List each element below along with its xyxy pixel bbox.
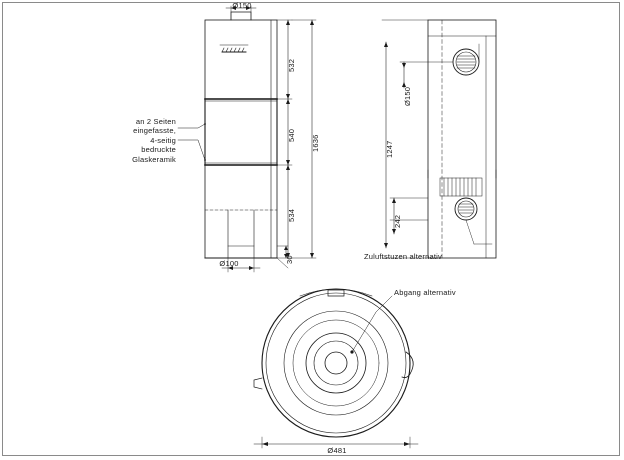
annotation-glass-ceramic-line-4: bedruckte: [141, 145, 176, 155]
annotation-glass-ceramic-line-3: 4-seitig: [150, 135, 176, 145]
dimension-label-base-diameter: Ø100: [219, 259, 239, 268]
dimension-label-air-inlet-height: 242: [393, 214, 402, 228]
dimension-label-top-diameter: Ø150: [232, 1, 252, 10]
dimension-label-base-offset: 30: [285, 255, 294, 264]
dimension-label-upper-height: 532: [287, 58, 296, 72]
dimension-label-outer-diameter: Ø481: [327, 446, 347, 455]
annotation-flue-outlet: Abgang alternativ: [394, 288, 456, 297]
annotation-glass-ceramic-line-2: eingefasste,: [133, 126, 176, 136]
annotation-air-inlet: Zuluftstuzen alternativ: [364, 252, 442, 261]
dimension-label-side-height: 1247: [385, 140, 394, 158]
annotation-glass-ceramic-line-1: an 2 Seiten: [135, 117, 176, 126]
dimension-label-middle-height: 540: [287, 128, 296, 142]
dimension-label-total-height: 1636: [311, 134, 320, 152]
dimension-label-side-outlet-diameter: Ø150: [403, 86, 412, 106]
annotation-glass-ceramic-line-5: Glaskeramik: [132, 154, 176, 164]
dimension-label-lower-height: 534: [287, 208, 296, 222]
annotation-glass-ceramic: [104, 117, 176, 164]
